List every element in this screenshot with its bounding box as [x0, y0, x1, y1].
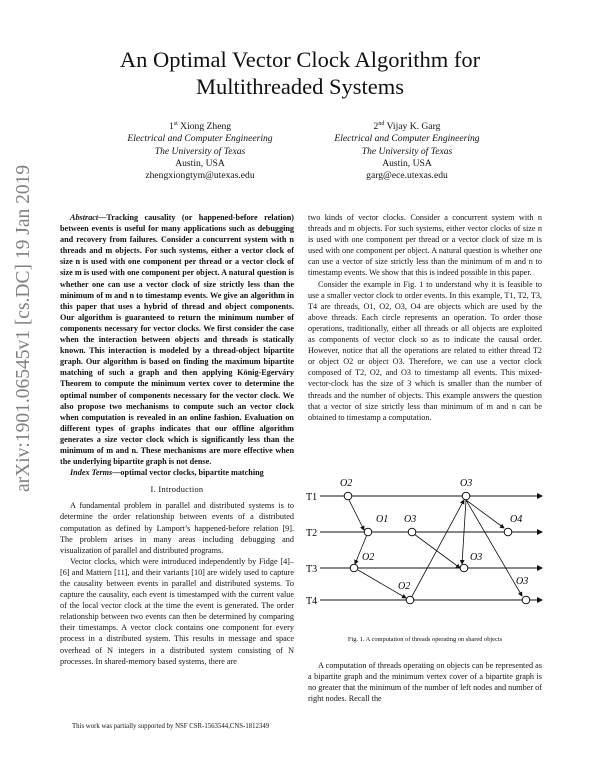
op-circle	[504, 528, 512, 536]
intro-paragraph-2: Vector clocks, which were introduced independently by Fidge [4]–[6] and Mattern [11], and their variants [10] are widely used to capture the causality between events in parallel and distributed systems. To capture the causality, each event is timestamped with the current value of the local vector clock at the time the event is generated. The order relationship between two events can then be determined by comparing their timestamps. A vector clock contains one component for every process in a distributed system. This results in message and space overhead of N integers in a distributed system consisting of N processes. In shared-memory based systems, there are	[60, 556, 294, 666]
edge-8	[410, 500, 464, 600]
author-2-city: Austin, USA	[382, 158, 432, 170]
right-paragraph-1: two kinds of vector clocks. Consider a concurrent system with n threads and m objects. For such systems, either vector clocks of size n is used with one component per thread or a vector clock of size m is used with one component per object. A natural question is whether one can use a vector of size strictly less than the minimum of m and n to timestamp events. We show that this is indeed possible in this paper.	[308, 213, 542, 278]
author-1-dept: Electrical and Computer Engineering	[127, 133, 273, 145]
paper-title	[60, 46, 540, 100]
object-label: O3	[470, 552, 483, 563]
edge-1	[349, 500, 364, 530]
left-column	[60, 212, 294, 667]
op-circle	[364, 528, 372, 536]
thread-label-t3: T3	[306, 564, 318, 575]
author-2-univ: The University of Texas	[361, 145, 453, 157]
edge-6	[466, 500, 504, 528]
right-paragraph-2: Consider the example in Fig. 1 to understand why it is feasible to use a smaller vector clock to order events. In this example, T1, T2, T3, T4 are threads, O1, O2, O3, O4 are objects which are used by the above threads. Each circle represents an operation. To order those operations, traditionally, either all threads or all objects are exploited as components of vector clock so as to indicate the causal order. However, notice that all the operations are related to either thread T2 or object O2 or object O3. Therefore, we can use a vector clock composed of T2, O2, and O3 to timestamp all events. This mixed-vector-clock has the size of 3 which is smaller than the number of threads and the number of objects. This example answers the question that a vector of size strictly less than minimum of m and n can be obtained to timestamp a computation.	[308, 279, 542, 422]
abstract-text: —Tracking causality (or happened-before relation) between events is useful for many applications such as debugging and recovery from failures. Consider a concurrent system with n threads and m objects. For such systems, either a vector clock of size n is used with one component per thread or a vector clock of size m is used with one component per object. A natural question is whether one can use a vector clock of size strictly less than the minimum of m and n to timestamp events. We give an algorithm in this paper that uses a hybrid of thread and object components. Our algorithm is guaranteed to return the minimum number of components necessary for vector clocks. We first consider the case when the interaction between objects and threads is statically known. This interaction is modeled by a thread-object bipartite graph. Our algorithm is based on finding the maximum bipartite matching of such a graph and then applying König-Egerváry Theorem to compute the minimum vertex cover to determine the optimal number of components necessary for the vector clock. We also propose two mechanisms to compute such an vector clock when computation is revealed in an online fashion. Evaluation on different types of graphs indicates that our offline algorithm generates a size vector clock which is significantly less than the minimum of m and n. These mechanisms are more effective when the underlying bipartite graph is not dense.	[60, 213, 294, 467]
right-column-bottom	[308, 660, 542, 704]
right-paragraph-3: A computation of threads operating on objects can be represented as a bipartite graph and the minimum vertex cover of a bipartite graph is no greater that the minimum of the number of left nodes and number of right nodes. Recall the	[308, 661, 542, 704]
op-circle	[460, 564, 468, 572]
author-2-email: garg@ece.utexas.edu	[366, 170, 448, 182]
index-terms	[60, 467, 294, 478]
object-label: O2	[340, 478, 353, 489]
author-2-dept: Electrical and Computer Engineering	[334, 133, 480, 145]
abstract	[60, 212, 294, 467]
intro-paragraph-1: A fundamental problem in parallel and distributed systems is to determine the order relationship between events of a distributed computation as defined by Lamport’s happened-before relation [9]. The problem arises in many areas including debugging and visualization of parallel and distributed programs.	[60, 501, 294, 555]
figure-caption: Fig. 1. A computation of threads operating on shared objects	[347, 636, 503, 643]
op-circle	[406, 596, 414, 604]
author-1-city: Austin, USA	[175, 158, 225, 170]
object-label: O2	[398, 581, 411, 592]
op-circle	[522, 596, 530, 604]
object-label: O1	[376, 514, 389, 525]
object-label: O2	[362, 552, 375, 563]
figure-1	[306, 472, 546, 622]
footnote: This work was partially supported by NSF CSR-1563544,CNS-1812349	[72, 723, 270, 730]
op-circle	[350, 564, 358, 572]
arxiv-stamp: arXiv:1901.06545v1 [cs.DC] 19 Jan 2019	[13, 164, 34, 492]
section-heading-introduction: I. Introduction	[150, 485, 204, 495]
index-terms-text: —optimal vector clocks, bipartite matching	[112, 468, 264, 478]
title-line-2: Multithreaded Systems	[195, 74, 405, 99]
abstract-label: Abstract	[70, 213, 99, 222]
author-1-name: 1st Xiong Zheng	[168, 121, 232, 133]
thread-label-t1: T1	[306, 492, 318, 503]
object-label: O3	[404, 514, 417, 525]
author-2-block	[302, 118, 512, 183]
object-label: O4	[510, 514, 523, 525]
op-circle	[344, 492, 352, 500]
object-label: O3	[516, 576, 529, 587]
op-circle	[408, 528, 416, 536]
thread-label-t4: T4	[306, 596, 318, 607]
op-circle	[462, 492, 470, 500]
author-1-block	[95, 118, 305, 183]
thread-label-t2: T2	[306, 528, 318, 539]
right-column-top	[308, 212, 542, 423]
author-2-name: 2nd Vijay K. Garg	[373, 121, 441, 133]
title-line-1: An Optimal Vector Clock Algorithm for	[119, 47, 481, 72]
author-1-univ: The University of Texas	[154, 145, 246, 157]
object-label: O3	[460, 478, 473, 489]
index-terms-label: Index Terms	[70, 468, 113, 478]
edge-4	[414, 534, 460, 568]
author-1-email: zhengxiongtym@utexas.edu	[145, 170, 255, 182]
